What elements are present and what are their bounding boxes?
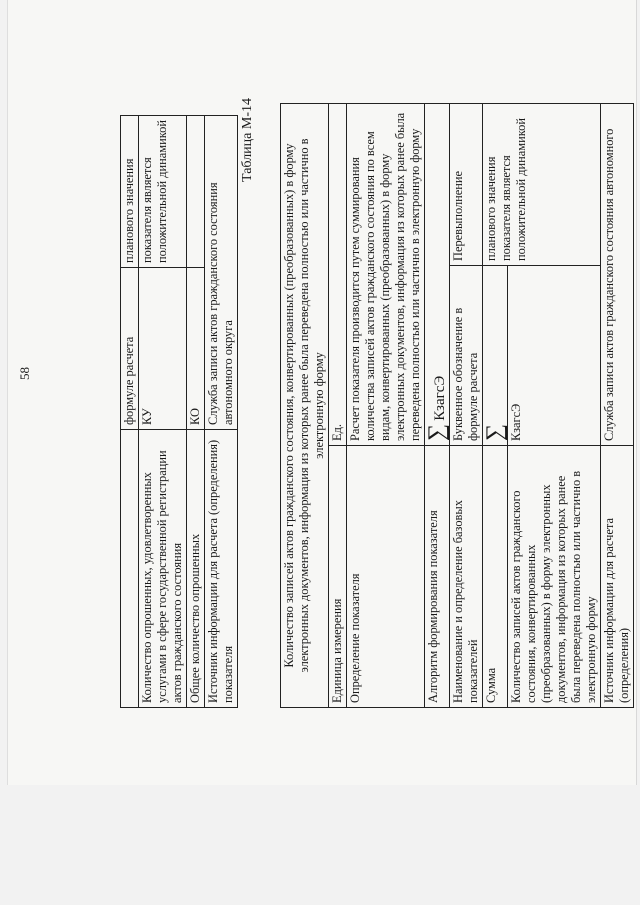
table-cell: КУ [139,268,187,430]
rotated-content [17,0,631,718]
table-row [205,116,238,708]
table-row [187,116,205,708]
table-cell: Определение показателя [347,446,425,708]
document-page [8,0,636,785]
table-cell: Наименование и определение базовых показателей [450,446,483,708]
table-row [139,116,187,708]
page-number: 58 [17,367,32,380]
table-row [329,103,347,707]
table-cell: Количество записей актов гражданского состояния, конвертированных (преобразованных) в форму электронных документов, информация из которых ранее была переведена полностью или частично в электронную форму [508,446,601,708]
table-cell: Источник информации для расчета (определения) показателя [205,430,238,708]
table-cell: Алгоритм формирования показателя [425,446,450,708]
table-cell: формуле расчета [121,268,139,430]
table-title: Количество записей актов гражданского состояния, конвертированных (преобразованных) в форму электронных документов, информация из которых ранее была переведена полностью или частично в электронную форму [281,103,329,707]
table-cell: Общее количество опрошенных [187,430,205,708]
table-cell: планового значения [121,116,139,268]
table-cell [121,430,139,708]
table-cell: Буквенное обозначение в формуле расчета [450,266,483,446]
table-m13-tail [120,115,238,708]
table-cell: Источник информации для расчета (определения) [601,446,634,708]
table-row [425,103,450,707]
table-cell: Количество опрошенных, удовлетворенных услугами в сфере государственной регистрации актов гражданского состояния [139,430,187,708]
table-cell: КзагсЭ [508,266,601,446]
table-cell: Перевыполнение [450,103,483,265]
table-cell: Сумма [483,446,508,708]
table-row [281,103,329,707]
table-row [450,103,483,707]
table-cell: Расчет показателя производится путем суммирования количества записей актов гражданского состояния по всем видам, конвертированных (преобразованных) в форму электронных документов, информация из которых ранее была переведена полностью или частично в электронную форму [347,103,425,445]
table-row [483,103,508,707]
table-cell: планового значения показателя является положительной динамикой [483,103,601,265]
table-row [601,103,634,707]
table-cell: Служба записи актов гражданского состояния автономного [601,103,634,445]
formula-variable: КзагсЭ [432,375,448,421]
table-cell: КО [187,268,205,430]
table-row [347,103,425,707]
sum-symbol: ∑ [482,423,508,441]
table-m14 [280,103,634,708]
formula-cell [425,103,450,445]
table-cell: Служба записи актов гражданского состояния автономного округа [205,116,238,430]
table-cell: Единица измерения [329,446,347,708]
table-cell: показателя является положительной динамикой [139,116,187,268]
table-row [121,116,139,708]
table-cell: Ед. [329,103,347,445]
table-cell [483,266,508,446]
sum-symbol: ∑ [424,423,450,441]
table-cell [187,116,205,268]
table-label: Таблица М-14 [240,98,255,182]
